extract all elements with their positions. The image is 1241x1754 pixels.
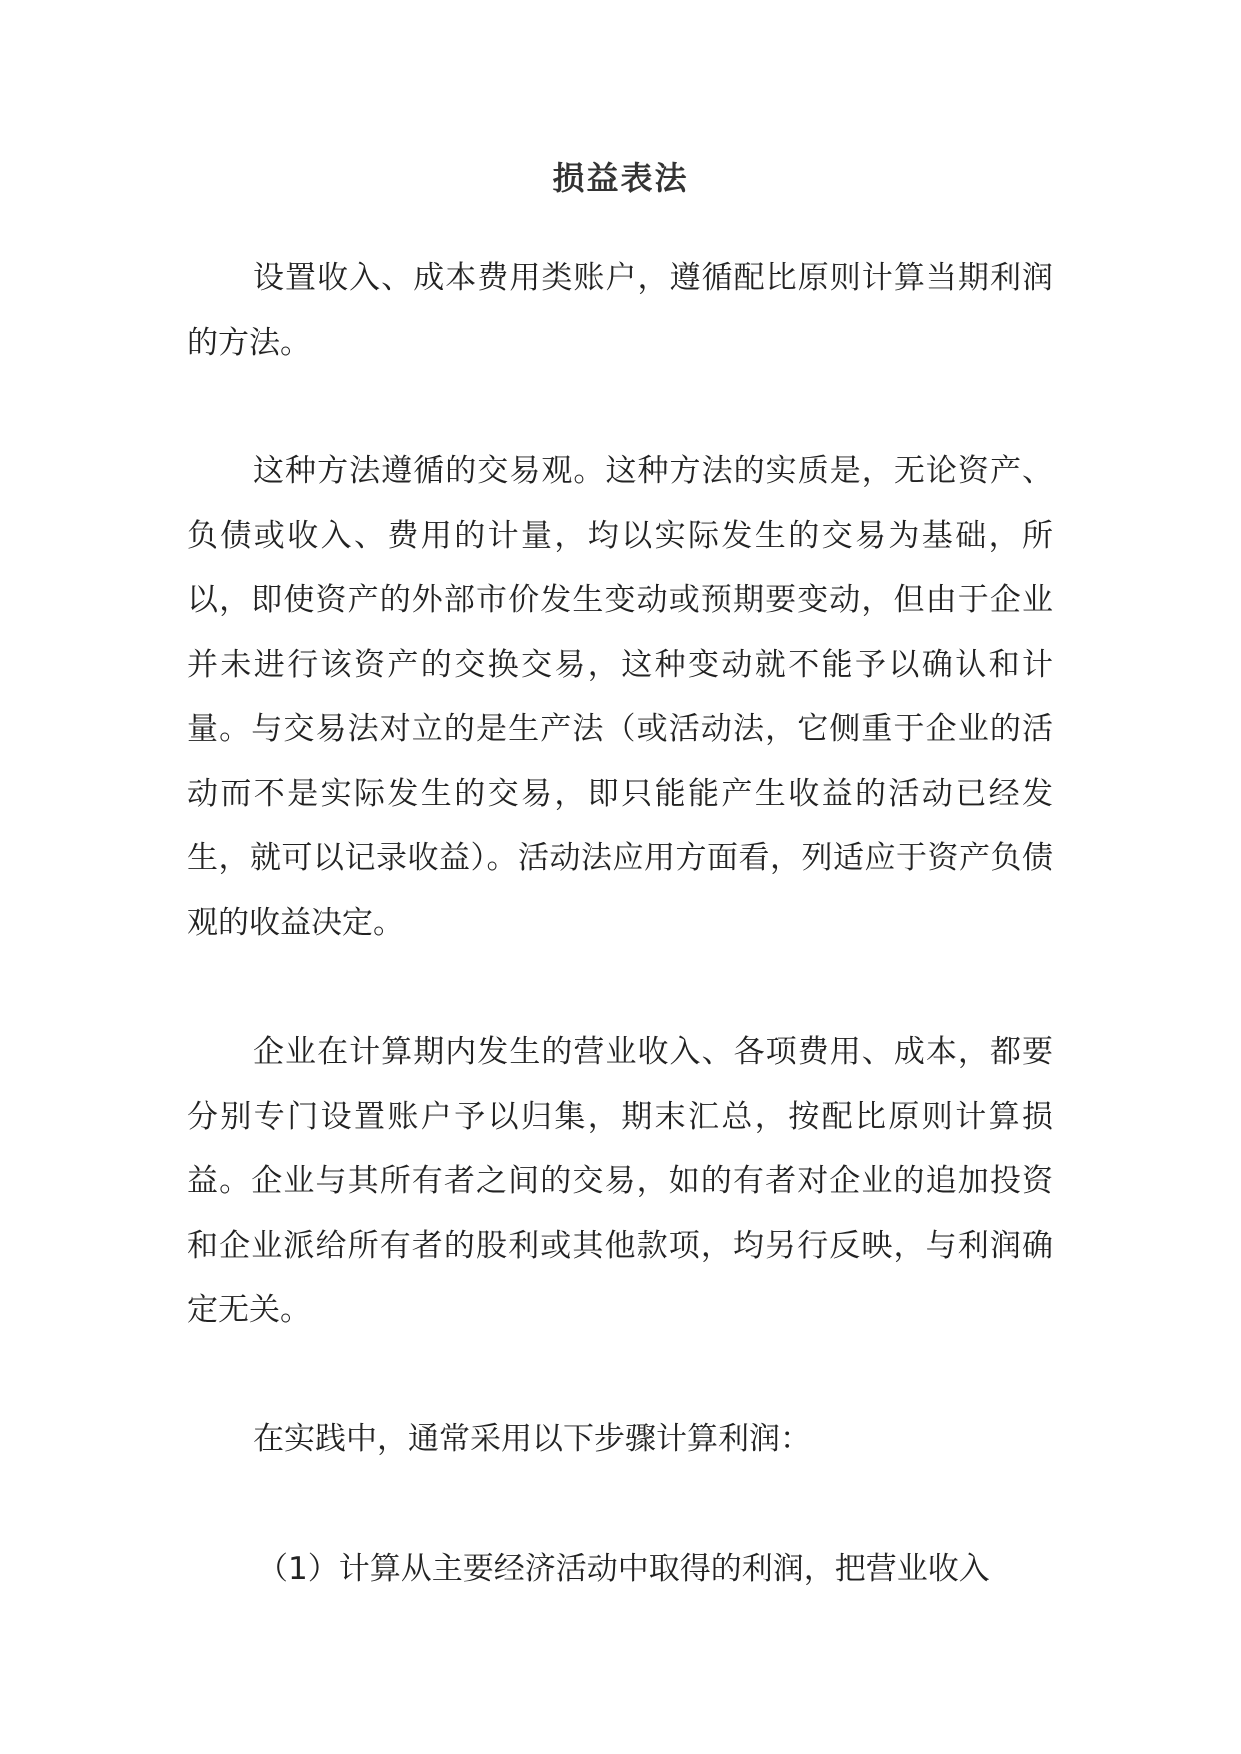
- document-title: 损益表法: [552, 159, 689, 197]
- paragraph-2: 这种方法遵循的交易观。这种方法的实质是，无论资产、负债或收入、费用的计量，均以实际发生的交易为基础，所以，即使资产的外部市价发生变动或预期要变动，但由于企业并未进行该资产的交换交易，这种变动就不能予以确认和计量。与交易法对立的是生产法（或活动法，它侧重于企业的活动而不是实际发生的交易，即只能能产生收益的活动已经发生，就可以记录收益）。活动法应用方面看，列适应于资产负债观的收益决定。: [187, 453, 1053, 941]
- paragraph-1: 设置收入、成本费用类账户，遵循配比原则计算当期利润的方法。: [187, 260, 1053, 361]
- paragraph-3: 企业在计算期内发生的营业收入、各项费用、成本，都要分别专门设置账户予以归集，期末汇总，按配比原则计算损益。企业与其所有者之间的交易，如的有者对企业的追加投资和企业派给所有者的股利或其他款项，均另行反映，与利润确定无关。: [187, 1034, 1053, 1328]
- paragraph-5: （1）计算从主要经济活动中取得的利润，把营业收入: [257, 1551, 990, 1587]
- paragraph-4: 在实践中，通常采用以下步骤计算利润：: [253, 1421, 811, 1457]
